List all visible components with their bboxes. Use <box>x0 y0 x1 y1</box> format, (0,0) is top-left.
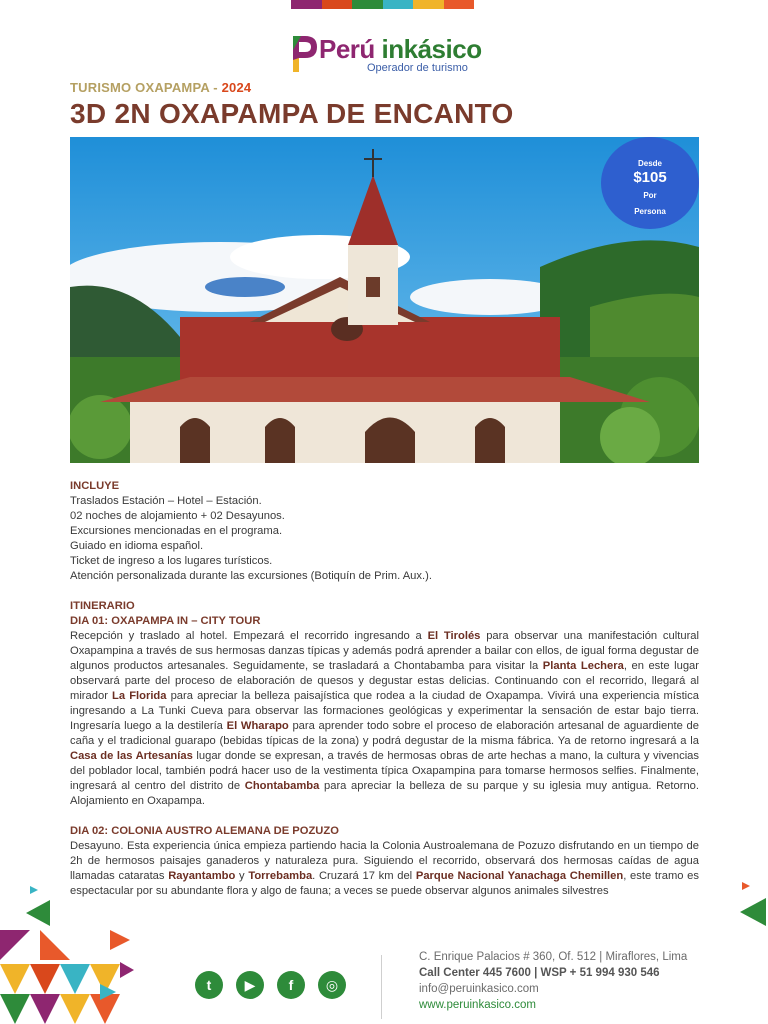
kicker-year: 2024 <box>221 80 252 95</box>
logo-p-icon <box>289 32 319 74</box>
price-badge: Desde $105 Por Persona <box>601 137 699 229</box>
incluye-item: Traslados Estación – Hotel – Estación. <box>70 495 262 507</box>
brand-name: Perú inkásico <box>319 34 482 64</box>
price-amount: $105 <box>633 169 667 186</box>
incluye-item: Atención personalizada durante las excursiones (Botiquín de Prim. Aux.). <box>70 570 432 582</box>
brand-logo <box>289 32 489 76</box>
page-title: 3D 2N OXAPAMPA DE ENCANTO <box>70 98 514 129</box>
twitter-icon[interactable]: t <box>195 971 223 999</box>
email-link[interactable]: info@peruinkasico.com <box>419 983 539 995</box>
youtube-icon[interactable]: ▶ <box>236 971 264 999</box>
day1-heading: DIA 01: OXAPAMPA IN – CITY TOUR <box>70 615 261 627</box>
contact-info <box>419 949 687 1013</box>
incluye-item: Ticket de ingreso a los lugares turísticos. <box>70 555 273 567</box>
facebook-icon[interactable]: f <box>277 971 305 999</box>
incluye-heading: INCLUYE <box>70 480 120 492</box>
call-center[interactable]: Call Center 445 7600 | WSP + 51 994 930 546 <box>419 967 660 979</box>
instagram-icon[interactable]: ◎ <box>318 971 346 999</box>
day1-description: Recepción y traslado al hotel. Empezará el recorrido ingresando a El Tirolés para observar una manifestación cultural Oxapampina a través de sus hermosas danzas típicas y además podrá aprender a bailar con ellos, de igual forma degustar de algunos productos artesanales. Seguidamente, se trasladará a Chontabamba para visitar la Planta Lechera, en este lugar observará parte del proceso de elaboración de quesos y degustar estas delicias. Continuando con el recorrido, llegará al mirador La Florida para apreciar la belleza paisajística que rodea a la ciudad de Oxapampa. Vivirá una experiencia mística ingresando a La Tunki Cueva para observar las formaciones geológicas y experimentar la sensación de estar bajo tierra. Ingresaría luego a la destilería El Wharapo para aprender todo sobre el proceso de elaboración artesanal de aguardiente de caña y el tradicional guarapo (bebidas típicas de la zona) y podrá degustar de la misma fábrica. Ya de retorno ingresará a la Casa de las Artesanías lugar donde se expresan, a través de hermosas obras de arte hechas a mano, la cultura y vivencias del poblador local, también podrá hacer uso de la vestimenta típica Oxapampina para tomarse hermosos selfies. Finalmente, ingresará al centro del distrito de Chontabamba para apreciar la belleza de su parque y su iglesia muy antigua. Retorno. Alojamiento en Oxapampa. <box>70 630 700 807</box>
itinerary-content <box>70 479 699 899</box>
day2-heading: DIA 02: COLONIA AUSTRO ALEMANA DE POZUZO <box>70 825 339 837</box>
decorative-triangles <box>0 880 140 1024</box>
incluye-item: Guiado en idioma español. <box>70 540 204 552</box>
itinerario-heading: ITINERARIO <box>70 600 135 612</box>
day2-description: Desayuno. Esta experiencia única empieza partiendo hacia la Colonia Austroalemana de Pozuzo disfrutando en un tiempo de 2h de hermosos paisajes ganaderos y naturaleza pura. Siguiendo el recorrido, observará dos hermosas caídas de agua llamadas cataratas Rayantambo y Torrebamba. Cruzará 17 km del Parque Nacional Yanachaga Chemillen, este tramo es espectacular por su abundante flora y algo de fauna; a veces se puede observar algunos animales silvestres <box>70 840 699 897</box>
incluye-item: 02 noches de alojamiento + 02 Desayunos. <box>70 510 285 522</box>
footer-divider <box>381 955 382 1019</box>
brand-tagline: Operador de turismo <box>367 62 468 74</box>
incluye-item: Excursiones mencionadas en el programa. <box>70 525 283 537</box>
top-color-bar <box>291 0 474 9</box>
website-link[interactable]: www.peruinkasico.com <box>419 999 536 1011</box>
address: C. Enrique Palacios # 360, Of. 512 | Miraflores, Lima <box>419 951 688 963</box>
page-kicker: TURISMO OXAPAMPA - 2024 <box>70 80 252 95</box>
decorative-triangles-right <box>730 880 768 930</box>
